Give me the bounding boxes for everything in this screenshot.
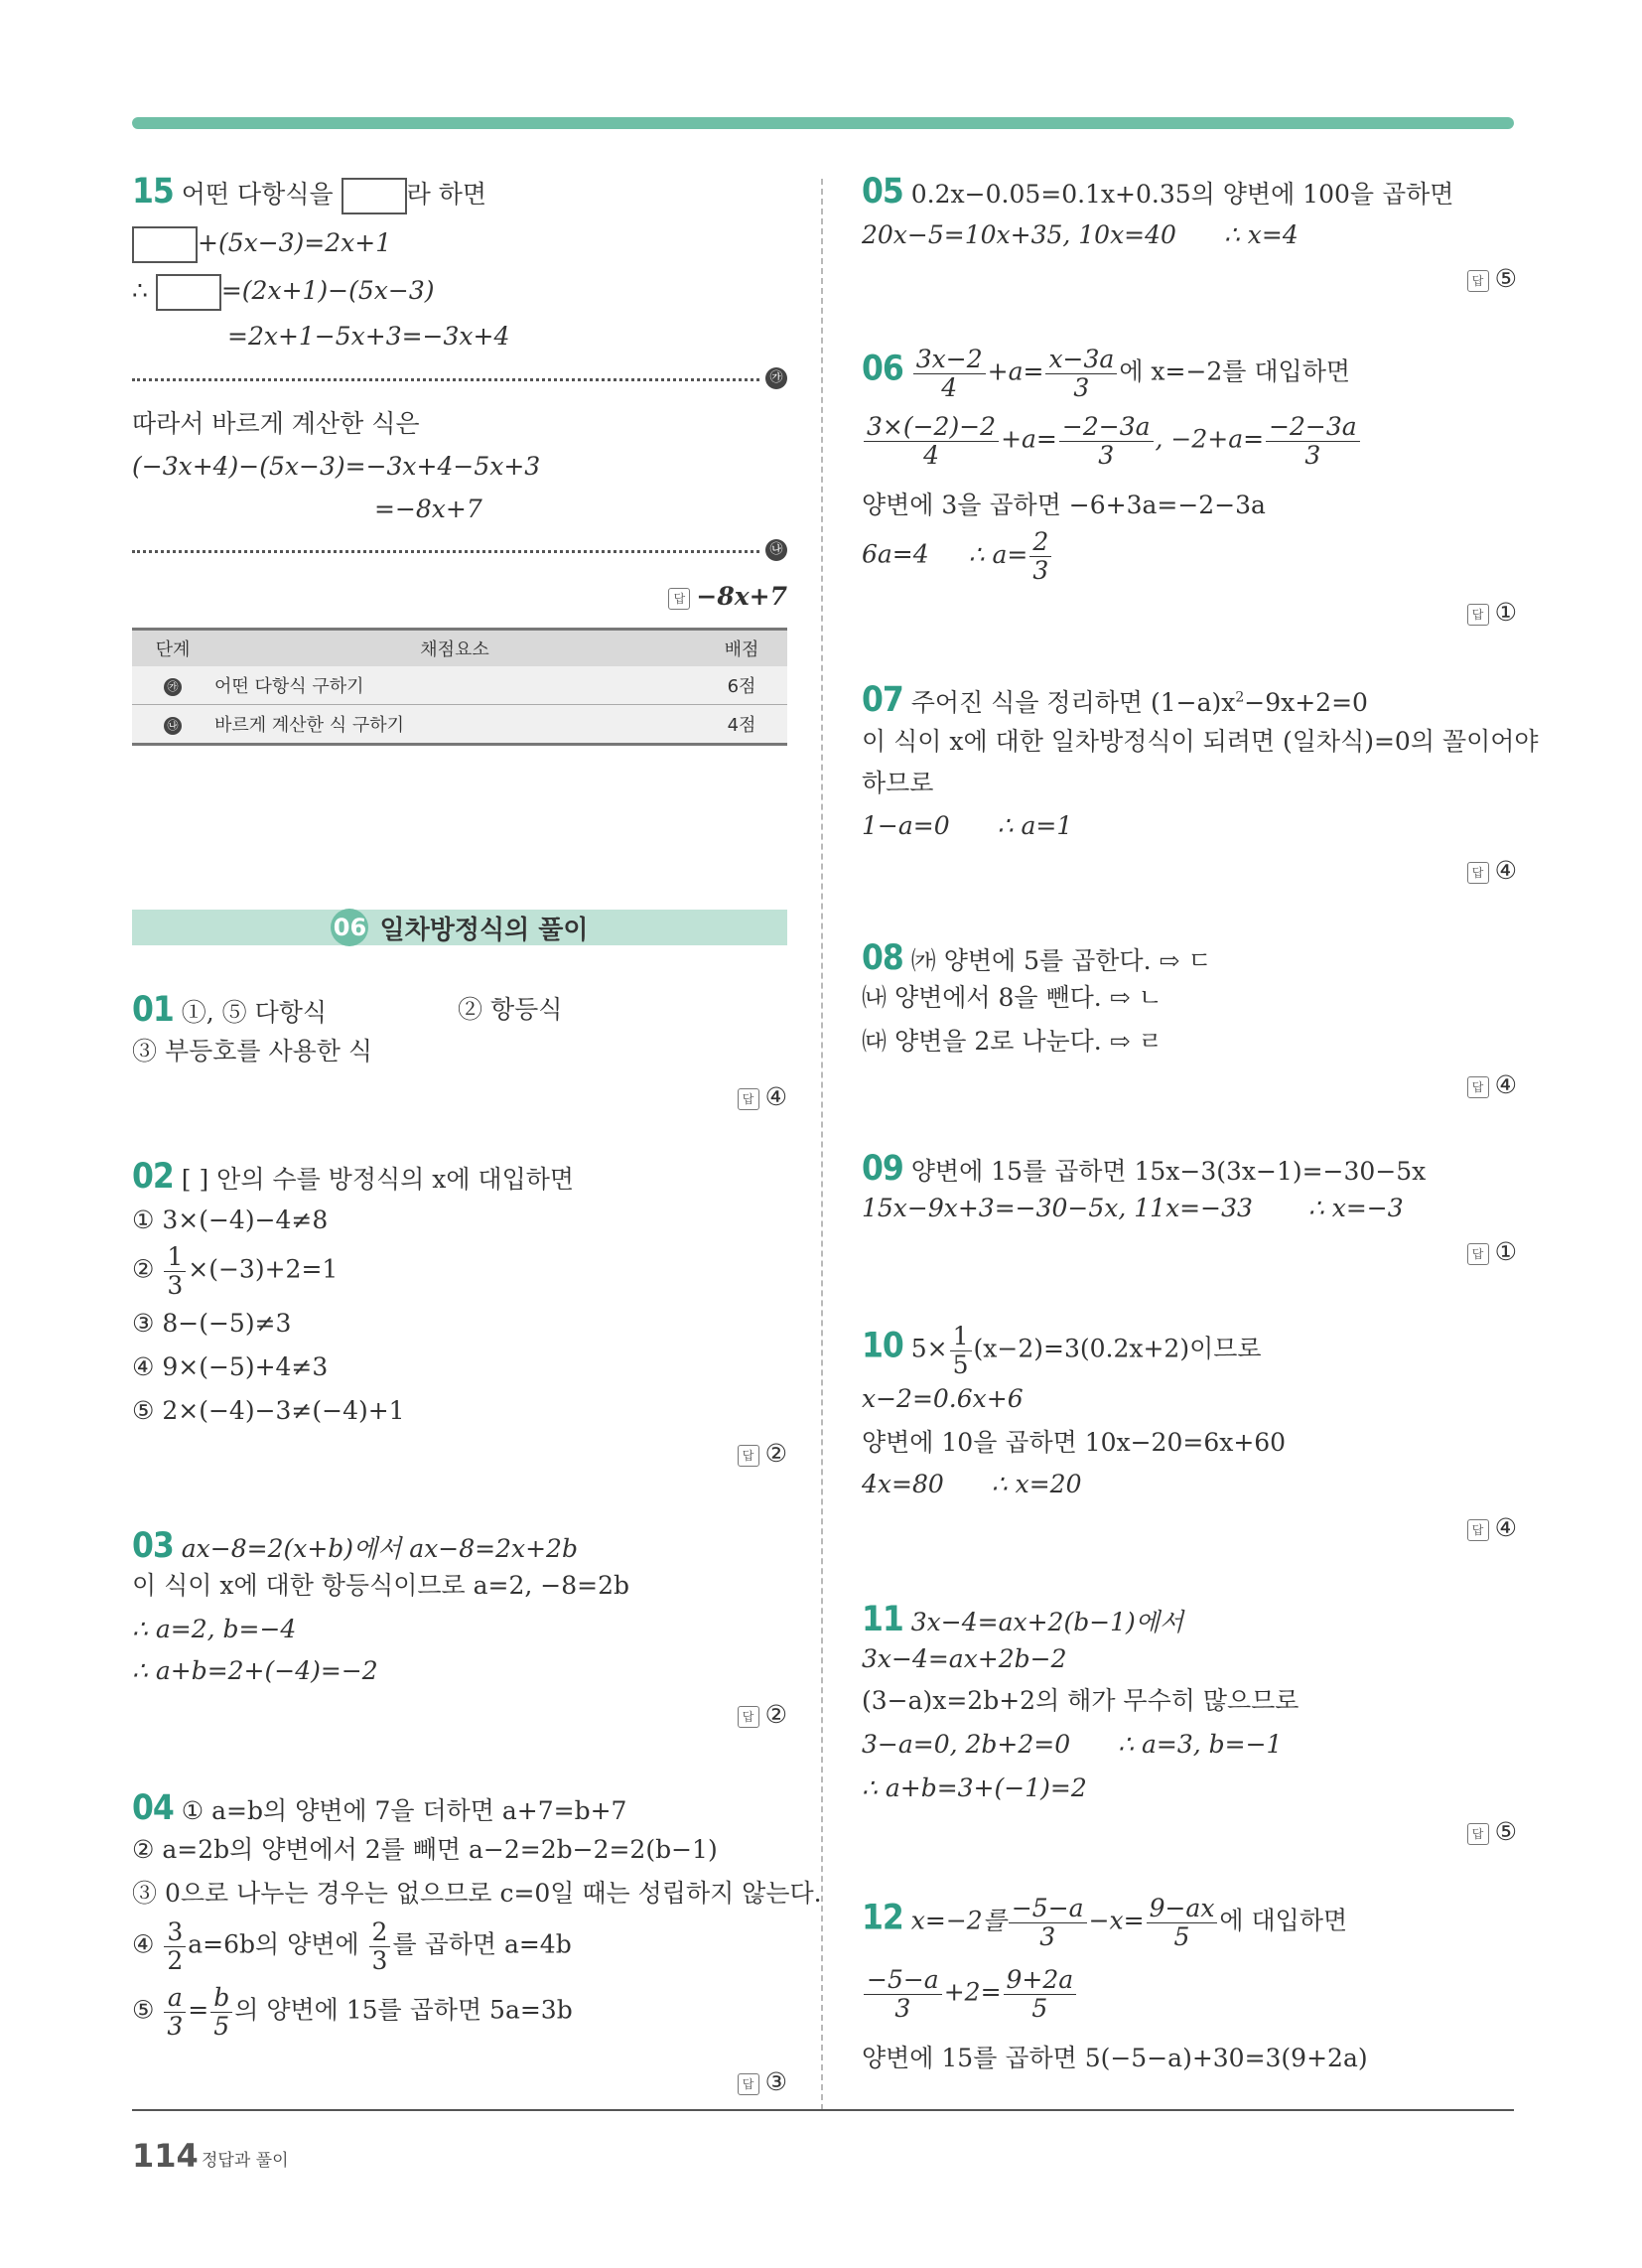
table-row: ㉯ 바르게 계산한 식 구하기 4점 (132, 705, 787, 745)
blank-box (132, 226, 198, 263)
fraction: $\frac{x-3a}{3}$ (1045, 346, 1117, 401)
answer: 답 ② (738, 1441, 787, 1467)
section-header (132, 910, 787, 945)
step-marker: ㉯ (765, 539, 787, 561)
problem-number: 08 (862, 938, 903, 978)
fraction: $\frac{-5-a}{3}$ (864, 1966, 942, 2022)
answer: 답 ② (738, 1702, 787, 1728)
step-rule (132, 550, 759, 553)
fraction: $\frac{a}{3}$ (164, 1984, 186, 2040)
answer-icon: 답 (1467, 1823, 1489, 1845)
answer-icon: 답 (738, 1088, 759, 1110)
answer: 답 ④ (1467, 858, 1517, 884)
answer-icon: 답 (1467, 862, 1489, 884)
fraction: $\frac{-5-a}{3}$ (1009, 1895, 1087, 1950)
fraction: $\frac{9-ax}{5}$ (1147, 1895, 1218, 1950)
fraction: $\frac{3\times(-2)-2}{4}$ (864, 413, 999, 469)
step-marker: ㉮ (765, 367, 787, 389)
section-title: 일차방정식의 풀이 (379, 916, 589, 945)
answer: 답 ① (1467, 600, 1517, 626)
column-divider (821, 179, 823, 2110)
header-bar (132, 117, 1514, 129)
problem-number: 03 (132, 1526, 174, 1566)
answer: 답 ④ (738, 1084, 787, 1110)
problem-number: 09 (862, 1149, 903, 1189)
problem-number: 05 (862, 172, 903, 212)
answer-icon: 답 (738, 1445, 759, 1467)
fraction: $\frac{-2-3a}{3}$ (1059, 413, 1154, 469)
answer-icon: 답 (668, 588, 690, 610)
fraction: $\frac{2}{3}$ (1029, 528, 1051, 584)
answer-icon: 답 (738, 1706, 759, 1728)
fraction: $\frac{9+2a}{5}$ (1004, 1966, 1077, 2022)
step-rule (132, 378, 759, 381)
answer-icon: 답 (1467, 604, 1489, 626)
problem-number: 12 (862, 1898, 903, 1938)
answer: 답 ① (1467, 1239, 1517, 1265)
problem-number: 15 (132, 172, 174, 212)
fraction: $\frac{2}{3}$ (369, 1918, 391, 1974)
footer-label: 정답과 풀이 (202, 2151, 289, 2171)
problem-number: 07 (862, 680, 903, 720)
blank-box (156, 274, 221, 311)
problem-number: 04 (132, 1788, 174, 1828)
table-row: ㉮ 어떤 다항식 구하기 6점 (132, 666, 787, 705)
answer-icon: 답 (738, 2073, 759, 2095)
answer: 답 −8x+7 (668, 584, 787, 610)
answer: 답 ⑤ (1467, 1819, 1517, 1845)
problem-number: 06 (862, 349, 903, 389)
fraction: $\frac{1}{3}$ (164, 1243, 186, 1299)
answer: 답 ④ (1467, 1515, 1517, 1541)
fraction: $\frac{b}{5}$ (210, 1984, 232, 2040)
fraction: $\frac{3x-2}{4}$ (913, 346, 986, 401)
fraction: $\frac{1}{5}$ (950, 1323, 972, 1378)
problem-number: 01 (132, 990, 174, 1030)
answer: 답 ⑤ (1467, 266, 1517, 292)
page-number: 114 (132, 2137, 199, 2175)
answer: 답 ④ (1467, 1072, 1517, 1098)
blank-box (342, 178, 407, 214)
fraction: $\frac{-2-3a}{3}$ (1266, 413, 1360, 469)
problem-number: 02 (132, 1157, 174, 1197)
fraction: $\frac{3}{2}$ (164, 1918, 186, 1974)
answer-icon: 답 (1467, 1076, 1489, 1098)
scoring-table: 단계 채점요소 배점 ㉮ 어떤 다항식 구하기 6점 ㉯ 바르게 계산한 식 구하기 4점 (132, 628, 787, 746)
problem-number: 11 (862, 1600, 903, 1639)
footer-rule (132, 2109, 1514, 2111)
answer: 답 ③ (738, 2069, 787, 2095)
answer-icon: 답 (1467, 1243, 1489, 1265)
answer-icon: 답 (1467, 1519, 1489, 1541)
answer-icon: 답 (1467, 270, 1489, 292)
problem-number: 10 (862, 1326, 903, 1366)
section-number: 06 (331, 909, 368, 946)
